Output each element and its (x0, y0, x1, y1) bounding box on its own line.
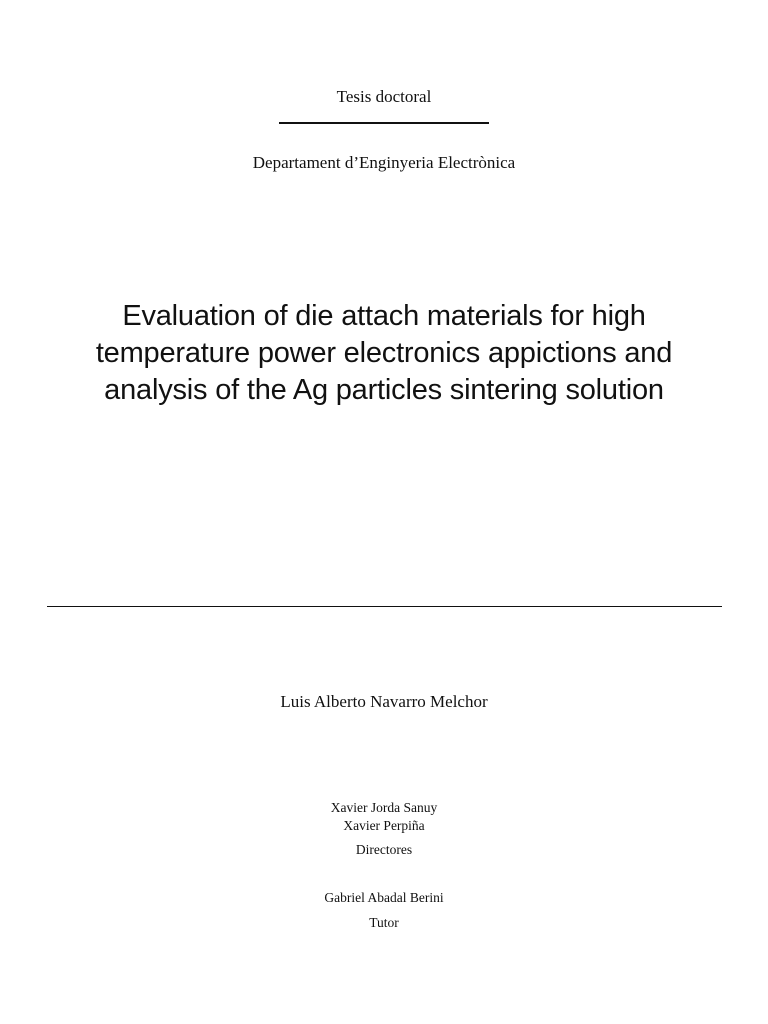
director-name-2: Xavier Perpiña (343, 818, 425, 833)
header-divider (279, 122, 489, 124)
tutor-role-label: Tutor (369, 915, 399, 930)
directors-role-label: Directores (355, 842, 413, 857)
department-name: Departament d’Enginyeria Electrònica (252, 153, 516, 172)
author-name: Luis Alberto Navarro Melchor (280, 692, 488, 711)
thesis-type: Tesis doctoral (336, 87, 432, 106)
thesis-title (40, 298, 728, 409)
thesis-title-line-1: Evaluation of die attach materials for high (122, 300, 646, 332)
title-divider (47, 606, 722, 607)
thesis-title-line-3: analysis of the Ag particles sintering solution (104, 374, 664, 406)
director-name-1: Xavier Jorda Sanuy (330, 800, 438, 815)
tutor-name: Gabriel Abadal Berini (324, 890, 444, 905)
thesis-title-line-2: temperature power electronics appictions and (95, 337, 673, 369)
